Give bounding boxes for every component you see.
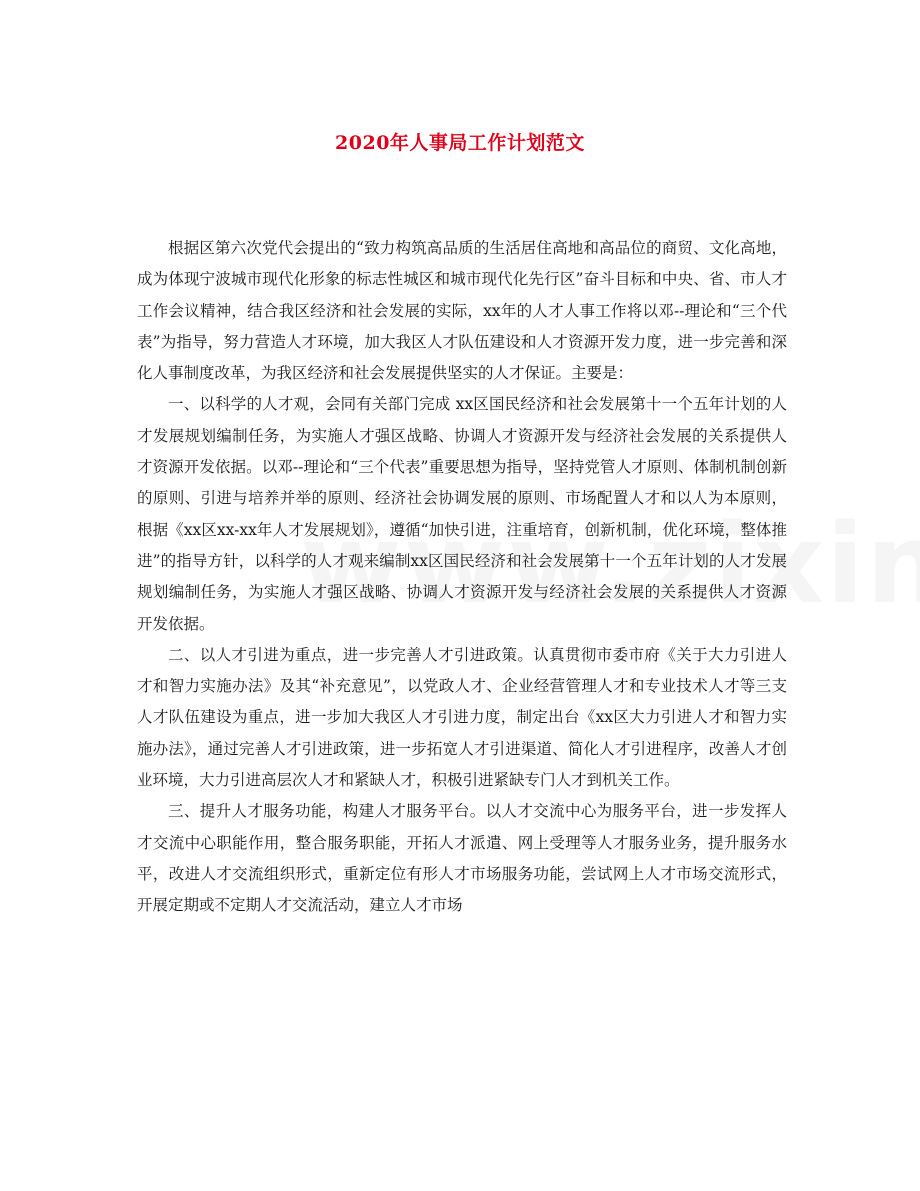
paragraph-section-1: 一、以科学的人才观，会同有关部门完成 xx区国民经济和社会发展第十一个五年计划的人才发展规划编制任务，为实施人才强区战略、协调人才资源开发与经济社会发展的关系提供人才资源开发依据。以邓--理论和“三个代表”重要思想为指导，坚持党管人才原则、体制机制创新的原则、引进与培养并举的原则、经济社会协调发展的原则、市场配置人才和以人为本原则，根据《xx区xx-xx年人才发展规划》，遵循“加快引进，注重培育，创新机制，优化环境，整体推进”的指导方针，以科学的人才观来编制xx区国民经济和社会发展第十一个五年计划的人才发展规划编制任务，为实施人才强区战略、协调人才资源开发与经济社会发展的关系提供人才资源开发依据。: [137, 395, 787, 633]
document-title: 2020年人事局工作计划范文: [335, 132, 585, 154]
paragraph-intro: 根据区第六次党代会提出的“致力构筑高品质的生活居住高地和高品位的商贸、文化高地，成为体现宁波城市现代化形象的标志性城区和城市现代化先行区”奋斗目标和中央、省、市人才工作会议精神，结合我区经济和社会发展的实际，xx年的人才人事工作将以邓--理论和“三个代表”为指导，努力营造人才环境，加大我区人才队伍建设和人才资源开发力度，进一步完善和深化人事制度改革，为我区经济和社会发展提供坚实的人才保证。主要是：: [137, 239, 787, 383]
paragraph-section-3: 三、提升人才服务功能，构建人才服务平台。以人才交流中心为服务平台，进一步发挥人才交流中心职能作用，整合服务职能，开拓人才派遣、网上受理等人才服务业务，提升服务水平，改进人才交流组织形式，重新定位有形人才市场服务功能，尝试网上人才市场交流形式，开展定期或不定期人才交流活动，建立人才市场: [137, 802, 787, 915]
document-body: [137, 233, 787, 922]
paragraph-section-2: 二、以人才引进为重点，进一步完善人才引进政策。认真贯彻市委市府《关于大力引进人才和智力实施办法》及其“补充意见”，以党政人才、企业经营管理人才和专业技术人才等三支人才队伍建设为重点，进一步加大我区人才引进力度，制定出台《xx区大力引进人才和智力实施办法》，通过完善人才引进政策，进一步拓宽人才引进渠道、简化人才引进程序，改善人才创业环境，大力引进高层次人才和紧缺人才，积极引进紧缺专门人才到机关工作。: [137, 645, 787, 790]
